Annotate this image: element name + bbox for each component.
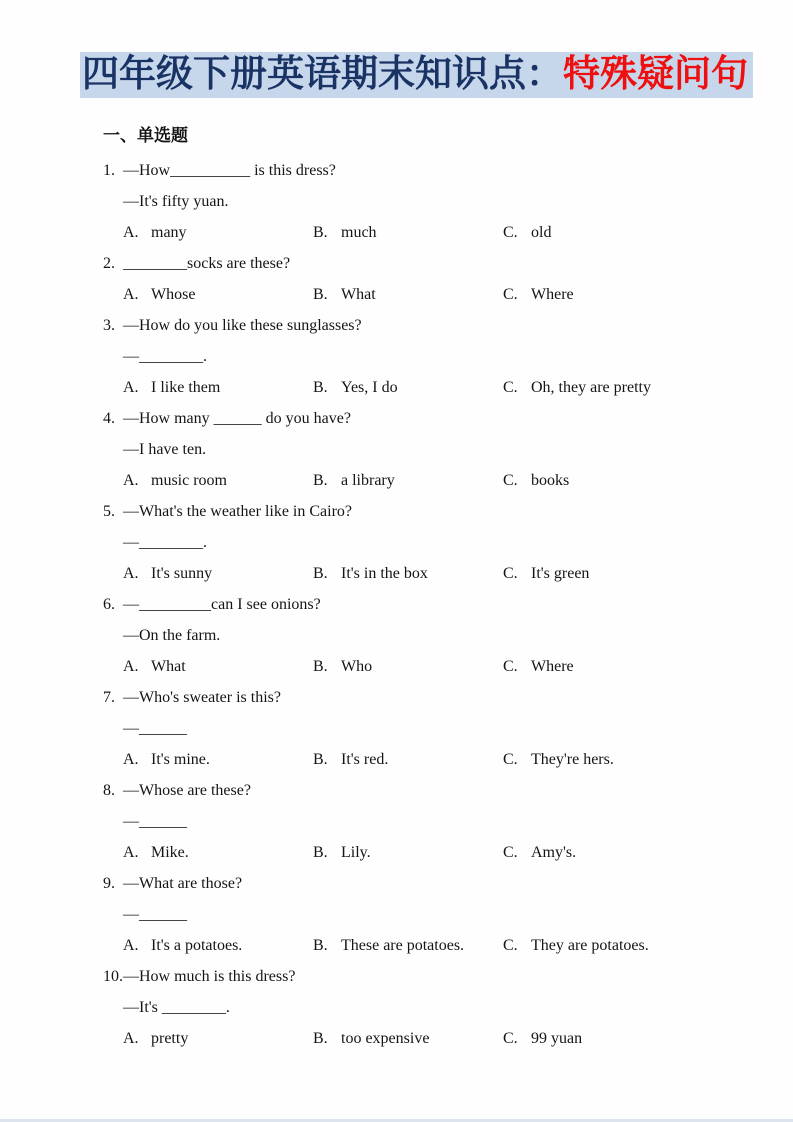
option-row bbox=[103, 1023, 793, 1054]
option-b-letter: B. bbox=[313, 937, 328, 955]
option-c[interactable] bbox=[503, 1023, 582, 1054]
question-stem: —What's the weather like in Cairo? bbox=[123, 503, 353, 521]
option-c[interactable] bbox=[503, 279, 574, 310]
question-reply: —______ bbox=[123, 906, 187, 924]
option-b-text: Who bbox=[341, 658, 373, 676]
option-a[interactable] bbox=[123, 1023, 313, 1054]
question-number: 7. bbox=[103, 689, 115, 707]
option-c-text: old bbox=[531, 224, 552, 242]
question-1 bbox=[103, 155, 793, 248]
question-reply: —________. bbox=[123, 348, 207, 366]
option-a[interactable] bbox=[123, 744, 313, 775]
option-a-letter: A. bbox=[123, 751, 139, 769]
page-title-prefix: 四年级下册英语期末知识点： bbox=[82, 53, 563, 94]
question-text bbox=[103, 496, 793, 527]
option-b[interactable] bbox=[313, 930, 503, 961]
option-a[interactable] bbox=[123, 558, 313, 589]
option-a[interactable] bbox=[123, 217, 313, 248]
option-row bbox=[103, 558, 793, 589]
option-b[interactable] bbox=[313, 744, 503, 775]
option-c-text: Amy's. bbox=[531, 844, 577, 862]
option-b[interactable] bbox=[313, 465, 503, 496]
option-b-letter: B. bbox=[313, 844, 328, 862]
option-b-letter: B. bbox=[313, 379, 328, 397]
option-a[interactable] bbox=[123, 279, 313, 310]
question-number: 8. bbox=[103, 782, 115, 800]
option-c-letter: C. bbox=[503, 286, 518, 304]
option-a-letter: A. bbox=[123, 286, 139, 304]
option-c-letter: C. bbox=[503, 379, 518, 397]
option-a-letter: A. bbox=[123, 937, 139, 955]
question-9 bbox=[103, 868, 793, 961]
option-a[interactable] bbox=[123, 837, 313, 868]
question-reply: —______ bbox=[123, 720, 187, 738]
option-c-letter: C. bbox=[503, 565, 518, 583]
question-stem: —How many ______ do you have? bbox=[123, 410, 351, 428]
question-number: 4. bbox=[103, 410, 115, 428]
option-c-letter: C. bbox=[503, 224, 518, 242]
option-c-letter: C. bbox=[503, 1030, 518, 1048]
option-a-letter: A. bbox=[123, 658, 139, 676]
option-b[interactable] bbox=[313, 558, 503, 589]
option-a-letter: A. bbox=[123, 565, 139, 583]
question-number: 1. bbox=[103, 162, 115, 180]
question-stem: —How much is this dress? bbox=[123, 968, 296, 986]
question-list bbox=[103, 155, 793, 1054]
option-b-letter: B. bbox=[313, 472, 328, 490]
question-reply: —I have ten. bbox=[123, 441, 207, 459]
question-8 bbox=[103, 775, 793, 868]
option-a-text: I like them bbox=[151, 379, 221, 397]
option-c-text: Where bbox=[531, 658, 574, 676]
option-a[interactable] bbox=[123, 930, 313, 961]
option-b-text: These are potatoes. bbox=[341, 937, 465, 955]
question-number: 9. bbox=[103, 875, 115, 893]
option-a-text: many bbox=[151, 224, 187, 242]
question-stem: —How do you like these sunglasses? bbox=[123, 317, 362, 335]
option-b[interactable] bbox=[313, 651, 503, 682]
option-a-text: pretty bbox=[151, 1030, 189, 1048]
section-header: 一、单选题 bbox=[103, 126, 188, 146]
option-a-text: Mike. bbox=[151, 844, 189, 862]
option-b-text: Yes, I do bbox=[341, 379, 398, 397]
question-stem: —Who's sweater is this? bbox=[123, 689, 281, 707]
option-b-text: It's in the box bbox=[341, 565, 428, 583]
option-row bbox=[103, 372, 793, 403]
question-number: 5. bbox=[103, 503, 115, 521]
option-a-letter: A. bbox=[123, 472, 139, 490]
option-row bbox=[103, 217, 793, 248]
option-c-letter: C. bbox=[503, 472, 518, 490]
option-b-text: It's red. bbox=[341, 751, 389, 769]
question-text bbox=[103, 248, 793, 279]
question-text bbox=[103, 310, 793, 341]
question-text bbox=[103, 403, 793, 434]
option-row bbox=[103, 930, 793, 961]
option-c[interactable] bbox=[503, 558, 589, 589]
option-b-letter: B. bbox=[313, 751, 328, 769]
option-c-letter: C. bbox=[503, 937, 518, 955]
option-row bbox=[103, 279, 793, 310]
question-number: 2. bbox=[103, 255, 115, 273]
page-title-highlight: 特殊疑问句 bbox=[563, 53, 748, 94]
option-b-letter: B. bbox=[313, 224, 328, 242]
option-c[interactable] bbox=[503, 744, 614, 775]
question-stem: —_________can I see onions? bbox=[123, 596, 321, 614]
option-b-letter: B. bbox=[313, 565, 328, 583]
title-banner bbox=[0, 0, 793, 98]
option-a-text: It's sunny bbox=[151, 565, 213, 583]
question-7 bbox=[103, 682, 793, 775]
option-a-text: It's mine. bbox=[151, 751, 210, 769]
option-a[interactable] bbox=[123, 465, 313, 496]
option-c-letter: C. bbox=[503, 751, 518, 769]
option-c[interactable] bbox=[503, 217, 551, 248]
option-b-text: What bbox=[341, 286, 376, 304]
option-b-letter: B. bbox=[313, 286, 328, 304]
option-row bbox=[103, 465, 793, 496]
option-row bbox=[103, 837, 793, 868]
option-a[interactable] bbox=[123, 651, 313, 682]
option-c-text: books bbox=[531, 472, 570, 490]
page-title bbox=[80, 52, 753, 98]
option-a-text: What bbox=[151, 658, 186, 676]
option-b-text: much bbox=[341, 224, 377, 242]
option-b[interactable] bbox=[313, 837, 503, 868]
question-2 bbox=[103, 248, 793, 310]
option-c[interactable] bbox=[503, 372, 651, 403]
question-text bbox=[103, 961, 793, 992]
option-row bbox=[103, 651, 793, 682]
option-a-letter: A. bbox=[123, 379, 139, 397]
option-a-text: It's a potatoes. bbox=[151, 937, 243, 955]
option-c[interactable] bbox=[503, 837, 576, 868]
question-6 bbox=[103, 589, 793, 682]
question-10 bbox=[103, 961, 793, 1054]
question-text bbox=[103, 155, 793, 186]
option-b[interactable] bbox=[313, 372, 503, 403]
option-b-text: too expensive bbox=[341, 1030, 430, 1048]
option-a-text: Whose bbox=[151, 286, 196, 304]
question-reply: —It's ________. bbox=[123, 999, 230, 1017]
option-b[interactable] bbox=[313, 217, 503, 248]
question-reply: —On the farm. bbox=[123, 627, 221, 645]
option-a-letter: A. bbox=[123, 844, 139, 862]
question-text bbox=[103, 589, 793, 620]
question-text bbox=[103, 868, 793, 899]
option-c[interactable] bbox=[503, 651, 574, 682]
option-b[interactable] bbox=[313, 279, 503, 310]
question-reply: —________. bbox=[123, 534, 207, 552]
option-c-text: Oh, they are pretty bbox=[531, 379, 651, 397]
question-text bbox=[103, 775, 793, 806]
question-text bbox=[103, 682, 793, 713]
option-c-text: It's green bbox=[531, 565, 590, 583]
option-row bbox=[103, 744, 793, 775]
question-number: 3. bbox=[103, 317, 115, 335]
option-a-letter: A. bbox=[123, 1030, 139, 1048]
option-b-text: Lily. bbox=[341, 844, 371, 862]
option-a-text: music room bbox=[151, 472, 227, 490]
option-c-letter: C. bbox=[503, 658, 518, 676]
question-number: 6. bbox=[103, 596, 115, 614]
option-c[interactable] bbox=[503, 930, 649, 961]
option-a-letter: A. bbox=[123, 224, 139, 242]
option-b-letter: B. bbox=[313, 1030, 328, 1048]
option-c-letter: C. bbox=[503, 844, 518, 862]
question-4 bbox=[103, 403, 793, 496]
question-stem: —Whose are these? bbox=[123, 782, 251, 800]
option-b-text: a library bbox=[341, 472, 395, 490]
option-b[interactable] bbox=[313, 1023, 503, 1054]
option-c-text: Where bbox=[531, 286, 574, 304]
option-c-text: They are potatoes. bbox=[531, 937, 649, 955]
option-c[interactable] bbox=[503, 465, 569, 496]
question-number: 10. bbox=[103, 968, 123, 986]
question-reply: —______ bbox=[123, 813, 187, 831]
option-b-letter: B. bbox=[313, 658, 328, 676]
option-c-text: 99 yuan bbox=[531, 1030, 583, 1048]
question-stem: —How__________ is this dress? bbox=[123, 162, 336, 180]
question-3 bbox=[103, 310, 793, 403]
question-5 bbox=[103, 496, 793, 589]
question-stem: —What are those? bbox=[123, 875, 243, 893]
option-a[interactable] bbox=[123, 372, 313, 403]
question-reply: —It's fifty yuan. bbox=[123, 193, 229, 211]
option-c-text: They're hers. bbox=[531, 751, 614, 769]
question-stem: ________socks are these? bbox=[123, 255, 291, 273]
